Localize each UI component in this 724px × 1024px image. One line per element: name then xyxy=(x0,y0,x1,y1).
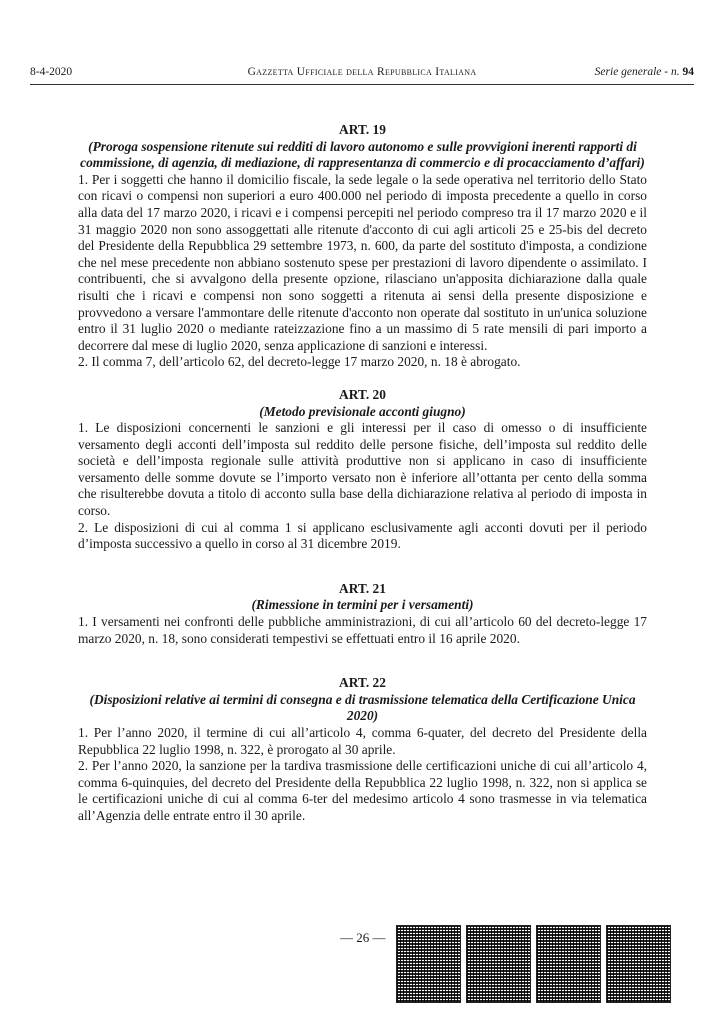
header-date: 8-4-2020 xyxy=(30,66,73,78)
article-paragraph: 2. Le disposizioni di cui al comma 1 si applicano esclusivamente agli acconti dovuti per il periodo d’imposta successivo a quello in corso al 31 dicembre 2019. xyxy=(78,519,647,552)
page-footer xyxy=(0,925,724,1005)
header-title: Gazzetta Ufficiale della Repubblica Italiana xyxy=(247,66,477,78)
article-22 xyxy=(78,675,647,824)
article-20 xyxy=(78,387,647,553)
article-subtitle: (Proroga sospensione ritenute sui redditi di lavoro autonomo e sulle provvigioni inerenti rapporti di commissione, di agenzia, di mediazione, di rappresentanza di commercio e di procacciamento d’affari) xyxy=(80,138,645,171)
article-subtitle: (Disposizioni relative ai termini di consegna e di trasmissione telematica della Certificazione Unica 2020) xyxy=(89,691,636,724)
article-title: ART. 19 xyxy=(339,122,386,137)
document-body xyxy=(78,122,647,825)
article-paragraph: 2. Per l’anno 2020, la sanzione per la tardiva trasmissione delle certificazioni uniche di cui all’articolo 4, comma 6-quinquies, del decreto del Presidente della Repubblica 22 luglio 1998, n. 322, non si applica se le certificazioni uniche di cui al comma 6-ter del medesimo articolo 4 sono trasmesse in via telematica all’Agenzia delle entrate entro il 30 aprile. xyxy=(78,758,647,823)
article-title: ART. 20 xyxy=(339,386,386,402)
article-title: ART. 22 xyxy=(339,675,386,691)
article-subtitle: (Rimessione in termini per i versamenti) xyxy=(251,597,474,613)
article-paragraph: 2. Il comma 7, dell’articolo 62, del decreto-legge 17 marzo 2020, n. 18 è abrogato. xyxy=(78,354,521,370)
datamatrix-code-icon xyxy=(606,925,671,1003)
datamatrix-code-icon xyxy=(396,925,461,1003)
datamatrix-code-icon xyxy=(536,925,601,1003)
header-issue-number: 94 xyxy=(682,66,694,78)
article-21 xyxy=(78,581,647,647)
article-subtitle: (Metodo previsionale acconti giugno) xyxy=(259,403,466,419)
article-paragraph: 1. Per i soggetti che hanno il domicilio fiscale, la sede legale o la sede operativa nel territorio dello Stato con ricavi o compensi non superiori a euro 400.000 nel periodo di imposta precedente a quello in corso alla data del 17 marzo 2020, i ricavi e i compensi percepiti nel periodo compreso tra il 17 marzo 2020 e il 31 maggio 2020 non sono assoggettati alle ritenute d'acconto di cui agli articoli 25 e 25-bis del decreto del Presidente della Repubblica 29 settembre 1973, n. 600, da parte del sostituto d'imposta, a condizione che nel mese precedente non abbiano sostenuto spese per prestazioni di lavoro dipendente o assimilato. I contribuenti, che si avvalgono della presente opzione, rilasciano un'apposita dichiarazione dalla quale risulti che i ricavi e compensi non sono soggetti a ritenuta ai sensi della presente disposizione e provvedono a versare l'ammontare delle ritenute d'acconto non operate dal sostituto in un'unica soluzione entro il 31 luglio 2020 o mediante rateizzazione fino a un massimo di 5 rate mensili di pari importo a decorrere dal mese di luglio 2020, senza applicazione di sanzioni e interessi. xyxy=(78,171,647,353)
header-series-label: Serie generale - n. xyxy=(594,66,680,78)
page-header xyxy=(30,66,694,82)
header-rule xyxy=(30,84,694,85)
page-number: — 26 — xyxy=(340,930,386,945)
datamatrix-code-icon xyxy=(466,925,531,1003)
header-series xyxy=(595,66,694,78)
article-paragraph: 1. I versamenti nei confronti delle pubbliche amministrazioni, di cui all’articolo 60 del decreto-legge 17 marzo 2020, n. 18, sono considerati tempestivi se effettuati entro il 16 aprile 2020. xyxy=(78,614,647,646)
article-title: ART. 21 xyxy=(339,580,386,596)
article-paragraph: 1. Per l’anno 2020, il termine di cui all’articolo 4, comma 6-quater, del decreto del Presidente della Repubblica 22 luglio 1998, n. 322, è prorogato al 30 aprile. xyxy=(78,725,647,757)
article-19 xyxy=(78,122,647,371)
article-paragraph: 1. Le disposizioni concernenti le sanzioni e gli interessi per il caso di omesso o di insufficiente versamento degli acconti dell’imposta sul reddito delle persone fisiche, dell’imposta sul reddito delle società e dell’imposta regionale sulle attività produttive non si applicano in caso di insufficiente versamento delle somme dovute se l’importo versato non è inferiore all’ottanta per cento della somma che risulterebbe dovuta a titolo di acconto sulla base della dichiarazione relativa al periodo di imposta in corso. xyxy=(78,420,647,519)
